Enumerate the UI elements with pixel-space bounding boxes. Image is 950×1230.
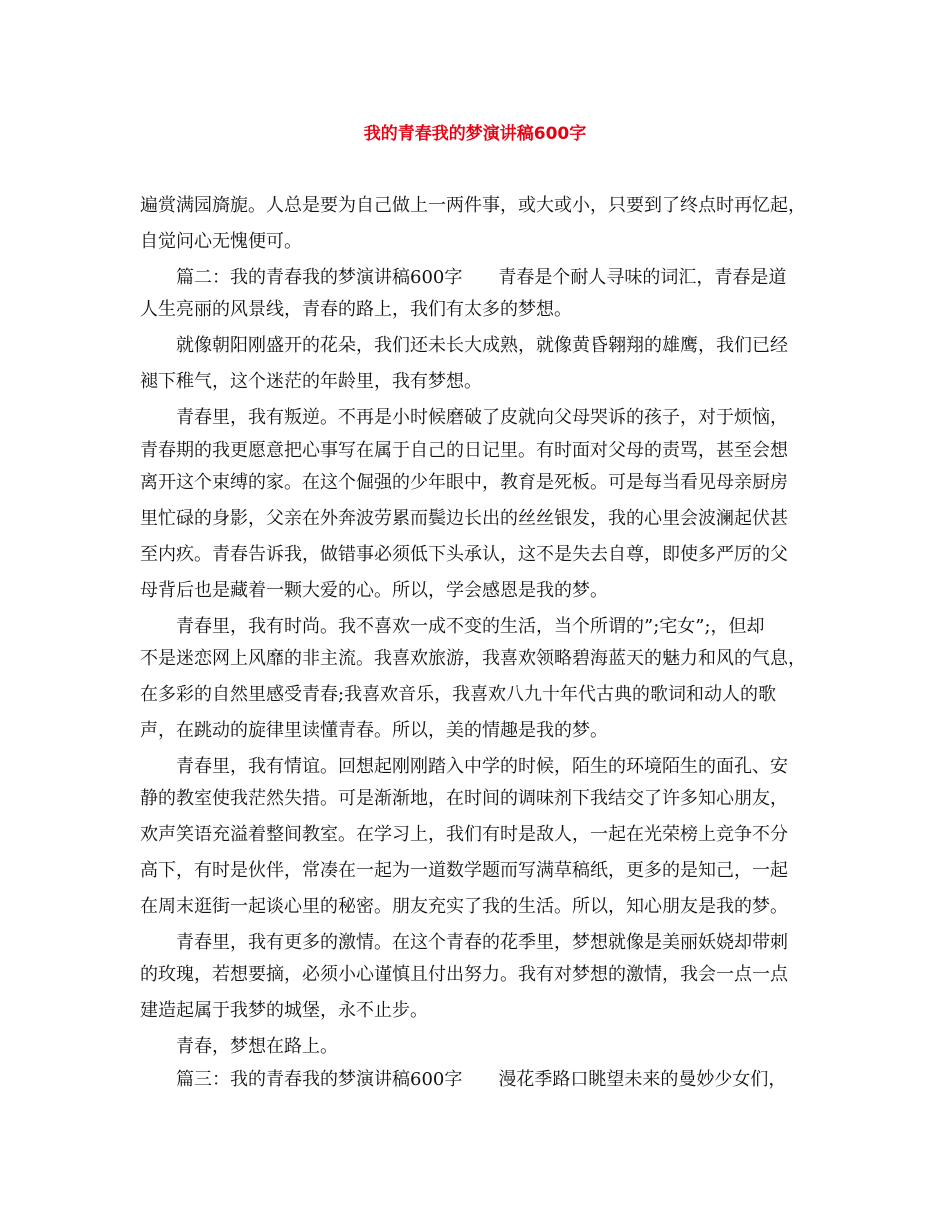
text-line: 篇三：我的青春我的梦演讲稿600字 漫花季路口眺望未来的曼妙少女们， — [176, 1069, 787, 1090]
text-line: 欢声笑语充溢着整间教室。在学习上，我们有时是敌人，一起在光荣榜上竞争不分 — [140, 824, 788, 845]
text-line: 青春里，我有叛逆。不再是小时候磨破了皮就向父母哭诉的孩子，对于烦恼， — [176, 407, 788, 428]
text-line: 青春，梦想在路上。 — [176, 1036, 338, 1057]
text-line: 至内疚。青春告诉我，做错事必须低下头承认，这不是失去自尊，即使多严厉的父 — [140, 544, 788, 565]
text-line: 母背后也是藏着一颗大爱的心。所以，学会感恩是我的梦。 — [140, 580, 608, 601]
text-line: 高下，有时是伙伴，常凑在一起为一道数学题而写满草稿纸，更多的是知己，一起 — [140, 860, 788, 881]
text-line: 自觉问心无愧便可。 — [140, 231, 302, 252]
text-line: 青春期的我更愿意把心事写在属于自己的日记里。有时面对父母的责骂，甚至会想 — [140, 440, 788, 461]
text-line: 声，在跳动的旋律里读懂青春。所以，美的情趣是我的梦。 — [140, 720, 608, 741]
text-line: 青春里，我有时尚。我不喜欢一成不变的生活，当个所谓的”;宅女”;，但却 — [176, 616, 765, 637]
text-line: 建造起属于我梦的城堡，永不止步。 — [140, 1000, 428, 1021]
document-title: 我的青春我的梦演讲稿600字 — [363, 124, 587, 144]
text-line: 褪下稚气，这个迷茫的年龄里，我有梦想。 — [140, 371, 482, 392]
text-line: 人生亮丽的风景线，青春的路上，我们有太多的梦想。 — [140, 299, 572, 320]
text-line: 里忙碌的身影，父亲在外奔波劳累而鬓边长出的丝丝银发，我的心里会波澜起伏甚 — [140, 508, 788, 529]
text-line: 静的教室使我茫然失措。可是渐渐地，在时间的调味剂下我结交了许多知心朋友， — [140, 788, 788, 809]
text-line: 的玫瑰，若想要摘，必须小心谨慎且付出努力。我有对梦想的激情，我会一点一点 — [140, 964, 788, 985]
text-line: 离开这个束缚的家。在这个倔强的少年眼中，教育是死板。可是每当看见母亲厨房 — [140, 472, 788, 493]
text-line: 青春里，我有情谊。回想起刚刚踏入中学的时候，陌生的环境陌生的面孔、安 — [176, 756, 788, 777]
text-line: 篇二：我的青春我的梦演讲稿600字 青春是个耐人寻味的词汇，青春是道 — [176, 267, 787, 288]
text-line: 不是迷恋网上风靡的非主流。我喜欢旅游，我喜欢领略碧海蓝天的魅力和风的气息， — [140, 648, 806, 669]
text-line: 遍赏满园旖旎。人总是要为自己做上一两件事，或大或小，只要到了终点时再忆起， — [140, 195, 806, 216]
text-line: 在多彩的自然里感受青春;我喜欢音乐，我喜欢八九十年代古典的歌词和动人的歌 — [140, 684, 777, 705]
text-line: 就像朝阳刚盛开的花朵，我们还未长大成熟，就像黄昏翱翔的雄鹰，我们已经 — [176, 335, 788, 356]
text-line: 在周末逛街一起谈心里的秘密。朋友充实了我的生活。所以，知心朋友是我的梦。 — [140, 896, 788, 917]
text-line: 青春里，我有更多的激情。在这个青春的花季里，梦想就像是美丽妖娆却带刺 — [176, 932, 788, 953]
